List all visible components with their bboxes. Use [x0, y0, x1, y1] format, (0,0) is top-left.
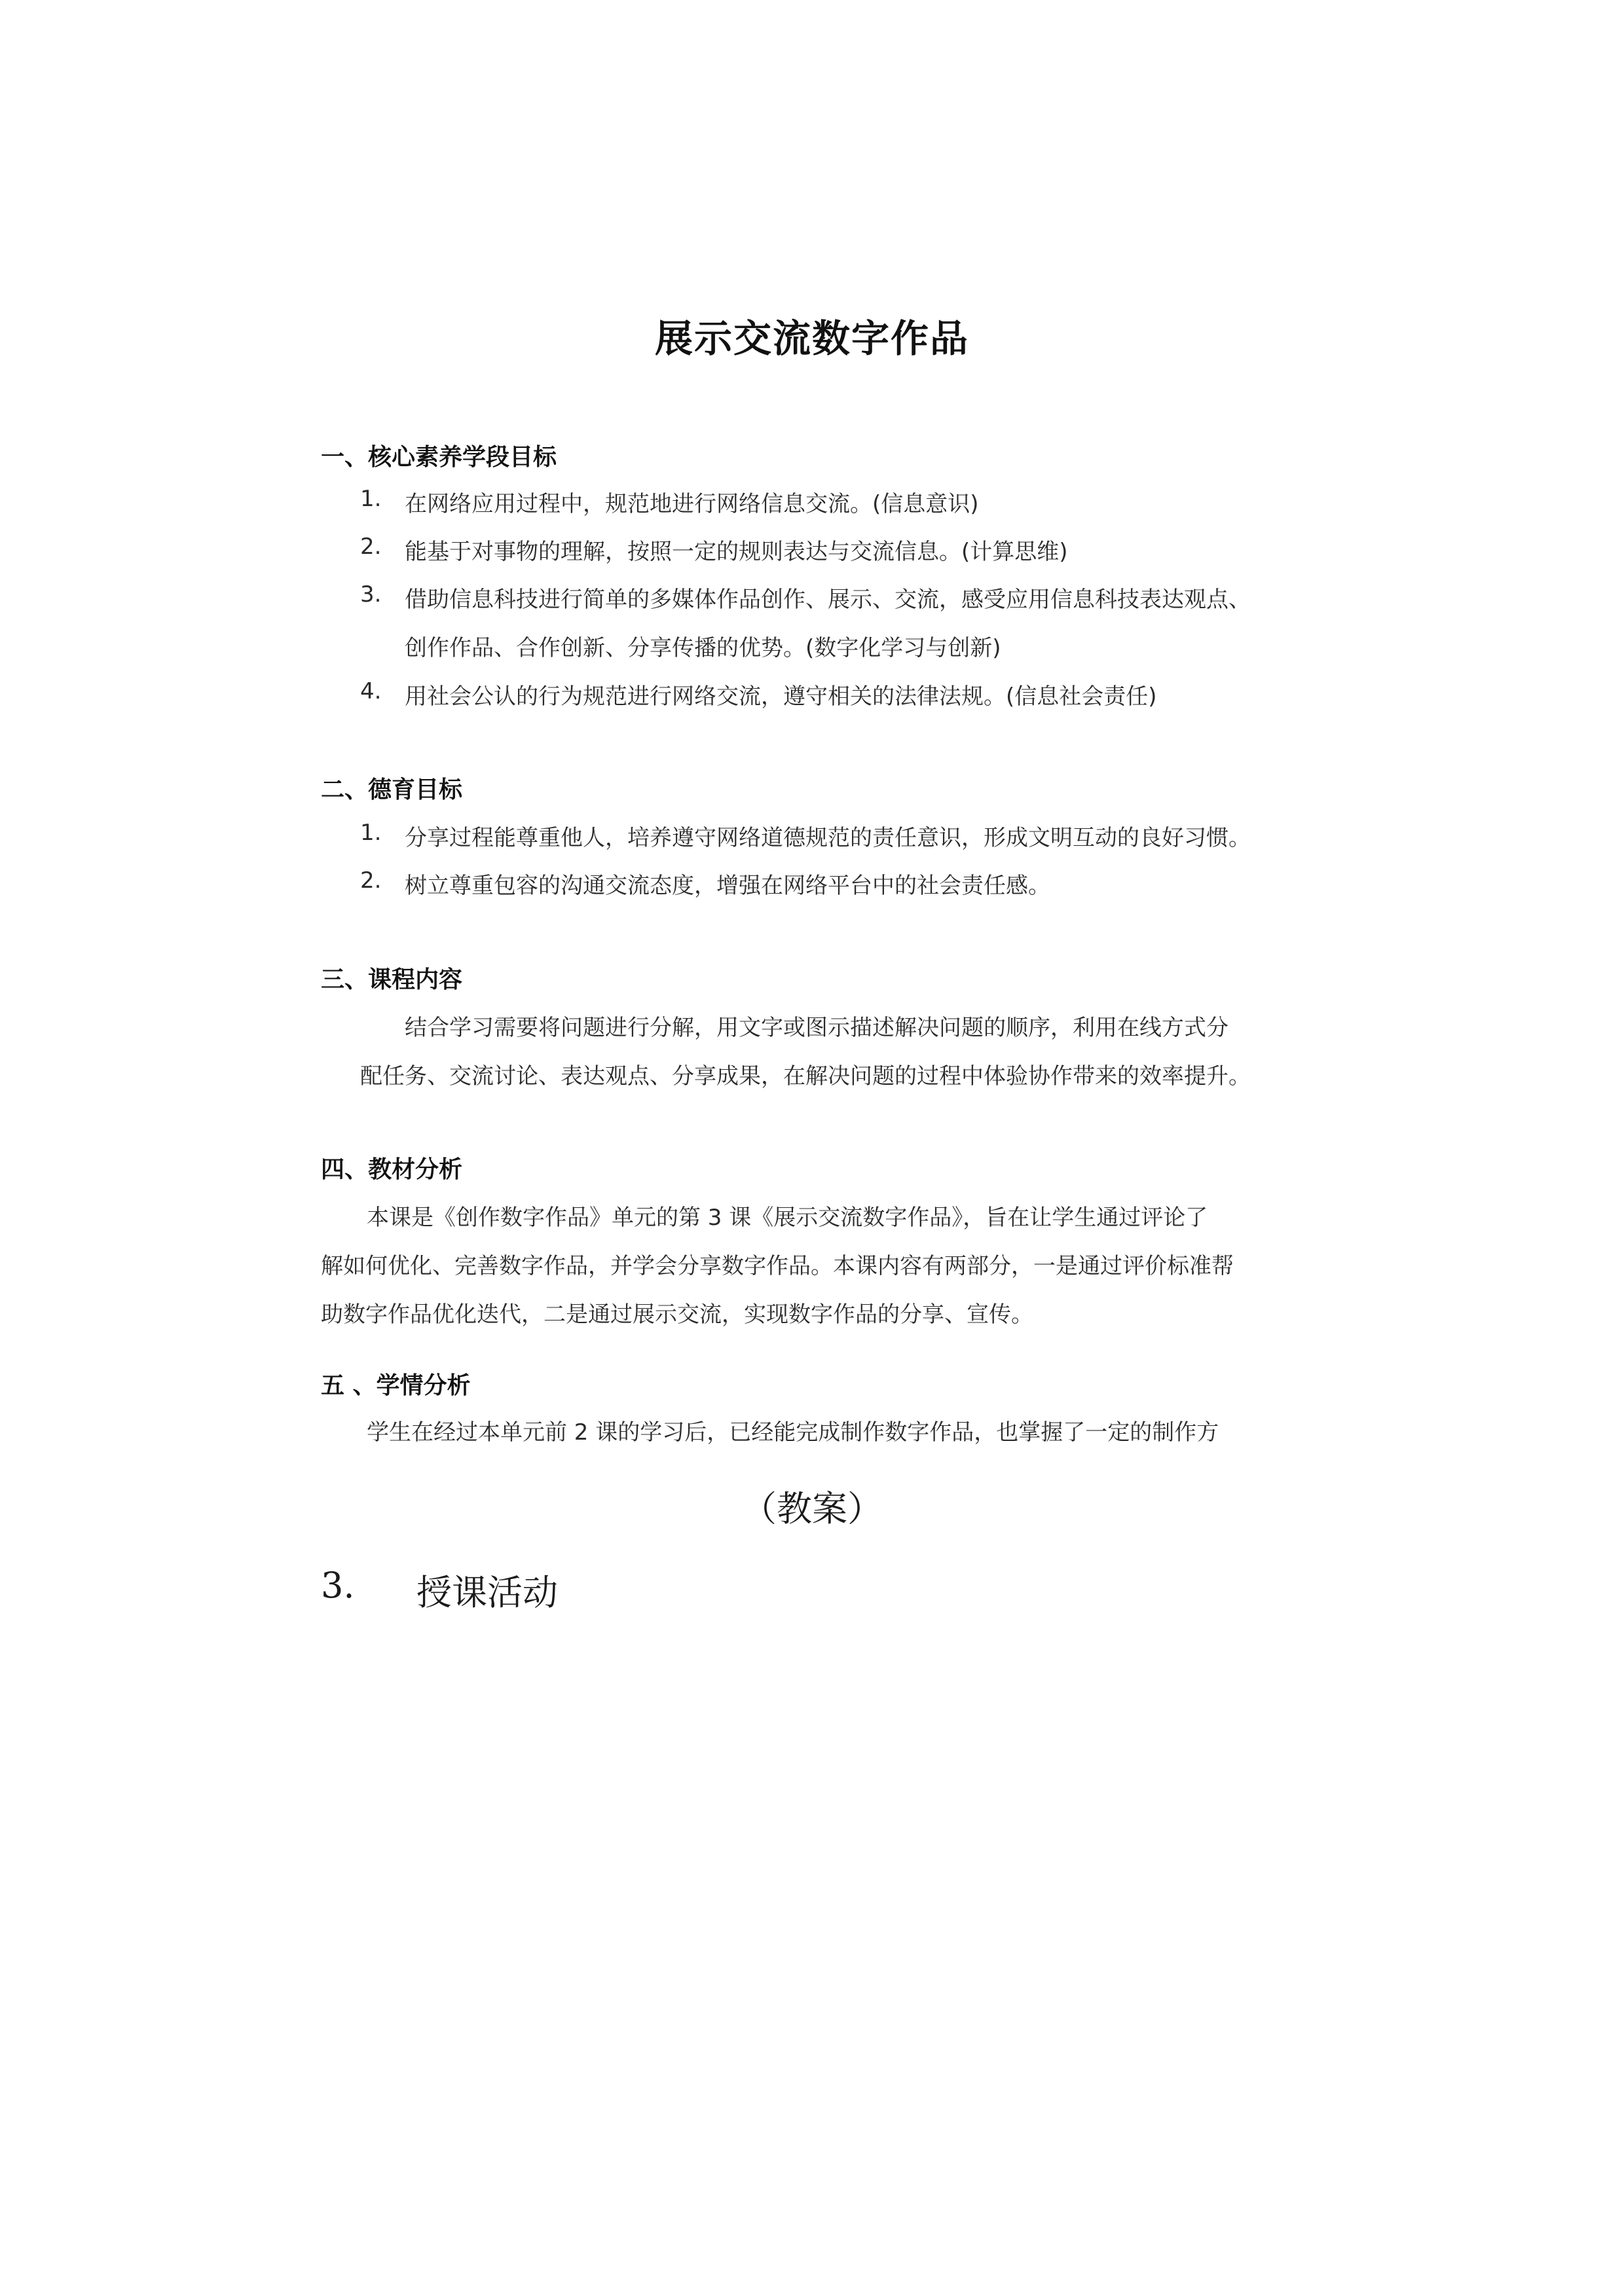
list-item-text: 借助信息科技进行简单的多媒体作品创作、展示、交流，感受应用信息科技表达观点、 — [405, 587, 1251, 613]
document-title: 展示交流数字作品 — [654, 316, 969, 361]
list-item-text: 树立尊重包容的沟通交流态度，增强在网络平台中的社会责任感。 — [405, 873, 1050, 899]
section-heading-textbook-analysis: 四、教材分析 — [321, 1156, 463, 1183]
paragraph-line: 本课是《创作数字作品》单元的第 3 课《展示交流数字作品》，旨在让学生通过评论了 — [367, 1205, 1208, 1231]
list-item-text-continued: 创作作品、合作创新、分享传播的优势。(数字化学习与创新) — [405, 635, 1001, 661]
list-item-text: 能基于对事物的理解，按照一定的规则表达与交流信息。(计算思维) — [405, 539, 1068, 565]
list-number: 3. — [360, 581, 382, 608]
section-heading-student-analysis: 五 、学情分析 — [321, 1372, 471, 1399]
list-item-text: 分享过程能尊重他人，培养遵守网络道德规范的责任意识，形成文明互动的良好习惯。 — [405, 825, 1251, 851]
list-item-text: 用社会公认的行为规范进行网络交流，遵守相关的法律法规。(信息社会责任) — [405, 683, 1157, 710]
paragraph-line: 配任务、交流讨论、表达观点、分享成果，在解决问题的过程中体验协作带来的效率提升。 — [360, 1063, 1251, 1089]
paragraph-line: 解如何优化、完善数字作品，并学会分享数字作品。本课内容有两部分，一是通过评价标准帮 — [321, 1253, 1234, 1279]
list-number: 1. — [360, 820, 382, 846]
list-number: 1. — [360, 486, 382, 512]
paragraph-line: 学生在经过本单元前 2 课的学习后，已经能完成制作数字作品，也掌握了一定的制作方 — [367, 1419, 1219, 1446]
list-number: 4. — [360, 678, 382, 704]
paragraph-line: 结合学习需要将问题进行分解，用文字或图示描述解决问题的顺序，利用在线方式分 — [405, 1015, 1228, 1041]
paragraph-line: 助数字作品优化迭代，二是通过展示交流，实现数字作品的分享、宣传。 — [321, 1302, 1033, 1328]
document-caption: （教案） — [741, 1488, 883, 1529]
section-heading-moral-goals: 二、德育目标 — [321, 776, 463, 803]
list-number: 2. — [360, 534, 382, 560]
section-heading-core-goals: 一、核心素养学段目标 — [321, 444, 557, 471]
list-item-text: 在网络应用过程中，规范地进行网络信息交流。(信息意识) — [405, 491, 979, 517]
activity-heading: 授课活动 — [416, 1572, 558, 1613]
activity-number: 3. — [321, 1565, 355, 1606]
list-number: 2. — [360, 867, 382, 894]
section-heading-course-content: 三、课程内容 — [321, 966, 463, 993]
